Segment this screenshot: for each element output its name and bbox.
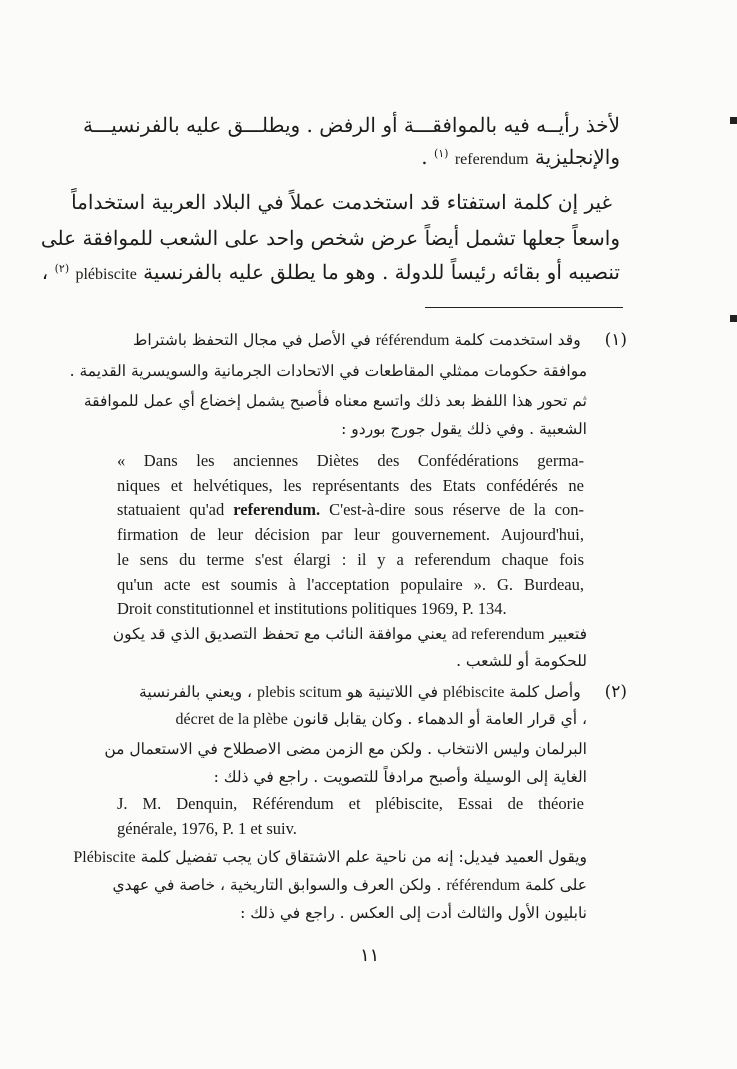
main-text-line: غير إن كلمة استفتاء قد استخدمت عملاً في البلاد العربية استخداماً (71, 190, 612, 214)
quote-fragment: C'est-à-dire sous réserve de la con- (320, 500, 584, 520)
footnote-line (73, 848, 587, 867)
footnote-fragment: على كلمة (524, 876, 587, 894)
footnote-line (176, 710, 587, 729)
footnote-fragment: وأصل كلمة (509, 683, 581, 701)
main-text-line: تنصيبه أو بقائه رئيساً للدولة . وهو ما يطلق عليه بالفرنسية plébiscite $^{(٢)}$ ، (41, 260, 620, 284)
quote-line: le sens du terme s'est élargi : il y a referendum chaque fois (117, 549, 584, 569)
footnote-line (133, 330, 627, 350)
foreign-term: plébiscite (443, 684, 505, 701)
footnote-fragment: وقد استخدمت كلمة (454, 331, 581, 349)
footnote-fragment: ويقول العميد فيديل: إنه من ناحية علم الاشتقاق كان يجب تفضيل كلمة (140, 848, 587, 866)
footnote-number: (١) (604, 330, 627, 350)
footnote-fragment: ، أي قرار العامة أو الدهماء . وكان يقابل قانون (292, 710, 587, 728)
french-reference (117, 792, 584, 841)
footnote-line: للحكومة أو للشعب . (456, 652, 587, 670)
footnote-number: (٢) (604, 682, 627, 702)
main-text-line: والإنجليزية referendum $^{(١)}$ . (421, 145, 620, 169)
quote-line: firmation de leur décision par leur gouvernement. Aujourd'hui, (117, 525, 584, 545)
quote-line: niques et helvétiques, les représentants des Etats confédérés ne (117, 475, 584, 495)
footnote-line: موافقة حكومات ممثلي المقاطعات في الاتحادات الجرمانية والسويسرية القديمة . (69, 362, 587, 380)
foreign-term: ad referendum (451, 626, 545, 643)
main-text-fragment: والإنجليزية (534, 145, 620, 169)
quote-line: « Dans les anciennes Diètes des Confédérations germa- (117, 451, 584, 470)
foreign-term: Plébiscite (73, 849, 136, 866)
main-text-line: واسعاً جعلها تشمل أيضاً عرض شخص واحد على الشعب للموافقة على (40, 226, 620, 250)
foreign-term: référendum (375, 332, 450, 349)
footnote-fragment: يعني موافقة النائب مع تحفظ التصديق الذي قد يكون (112, 625, 447, 643)
footnote-ref: (٢) (54, 262, 70, 275)
french-quote (117, 449, 584, 622)
reference-line: générale, 1976, P. 1 et suiv. (117, 818, 297, 838)
margin-mark (730, 117, 737, 124)
footnote-line: الشعبية . وفي ذلك يقول جورج بوردو : (341, 420, 587, 438)
quote-fragment: statuaient qu'ad (117, 500, 225, 520)
quote-line: qu'un acte est soumis à l'acceptation populaire ». G. Burdeau, (117, 574, 584, 594)
footnote-line: البرلمان وليس الانتخاب . ولكن مع الزمن مضى الاصطلاح في الاستعمال من (104, 740, 587, 758)
margin-mark (730, 315, 737, 322)
footnote-fragment: في اللاتينية هو (346, 683, 439, 701)
page-number: ١١ (360, 945, 380, 966)
footnote-line (139, 682, 627, 702)
footnote-line: ثم تحور هذا اللفظ بعد ذلك واتسع معناه فأصبح يشمل إخضاع أي عمل للموافقة (83, 392, 587, 410)
foreign-term: décret de la plèbe (175, 711, 288, 728)
quote-line (117, 498, 584, 523)
foreign-term: referendum (454, 151, 529, 168)
quote-line: Droit constitutionnel et institutions politiques 1969, P. 134. (117, 599, 507, 619)
main-text-line: لأخذ رأيــه فيه بالموافقـــة أو الرفض . ويطلـــق عليه بالفرنسيـــة (82, 113, 620, 137)
footnote-line: الغاية إلى الوسيلة وأصبح مرادفاً للتصويت . راجع في ذلك : (213, 768, 587, 786)
footnote-fragment: في الأصل في مجال التحفظ باشتراط (132, 331, 371, 349)
reference-line: J. M. Denquin, Référendum et plébiscite, Essai de théorie (117, 794, 584, 813)
footnote-fragment: فتعبير (549, 625, 587, 643)
footnote-separator (425, 307, 623, 308)
footnote-fragment: . ولكن العرف والسوابق التاريخية ، خاصة في عهدي (112, 876, 442, 894)
foreign-term: plébiscite (75, 266, 137, 283)
footnote-line (113, 625, 587, 644)
foreign-term: plebis scitum (256, 684, 342, 701)
footnote-fragment: ، ويعني بالفرنسية (139, 683, 253, 701)
footnote-line (112, 876, 587, 895)
footnote-ref: (١) (433, 147, 449, 160)
foreign-term: référendum (446, 877, 521, 894)
main-text-fragment: تنصيبه أو بقائه رئيساً للدولة . وهو ما يطلق عليه بالفرنسية (143, 260, 620, 284)
emphasized-term: referendum. (233, 500, 321, 520)
footnote-line: نابليون الأول والثالث أدت إلى العكس . راجع في ذلك : (240, 904, 587, 922)
